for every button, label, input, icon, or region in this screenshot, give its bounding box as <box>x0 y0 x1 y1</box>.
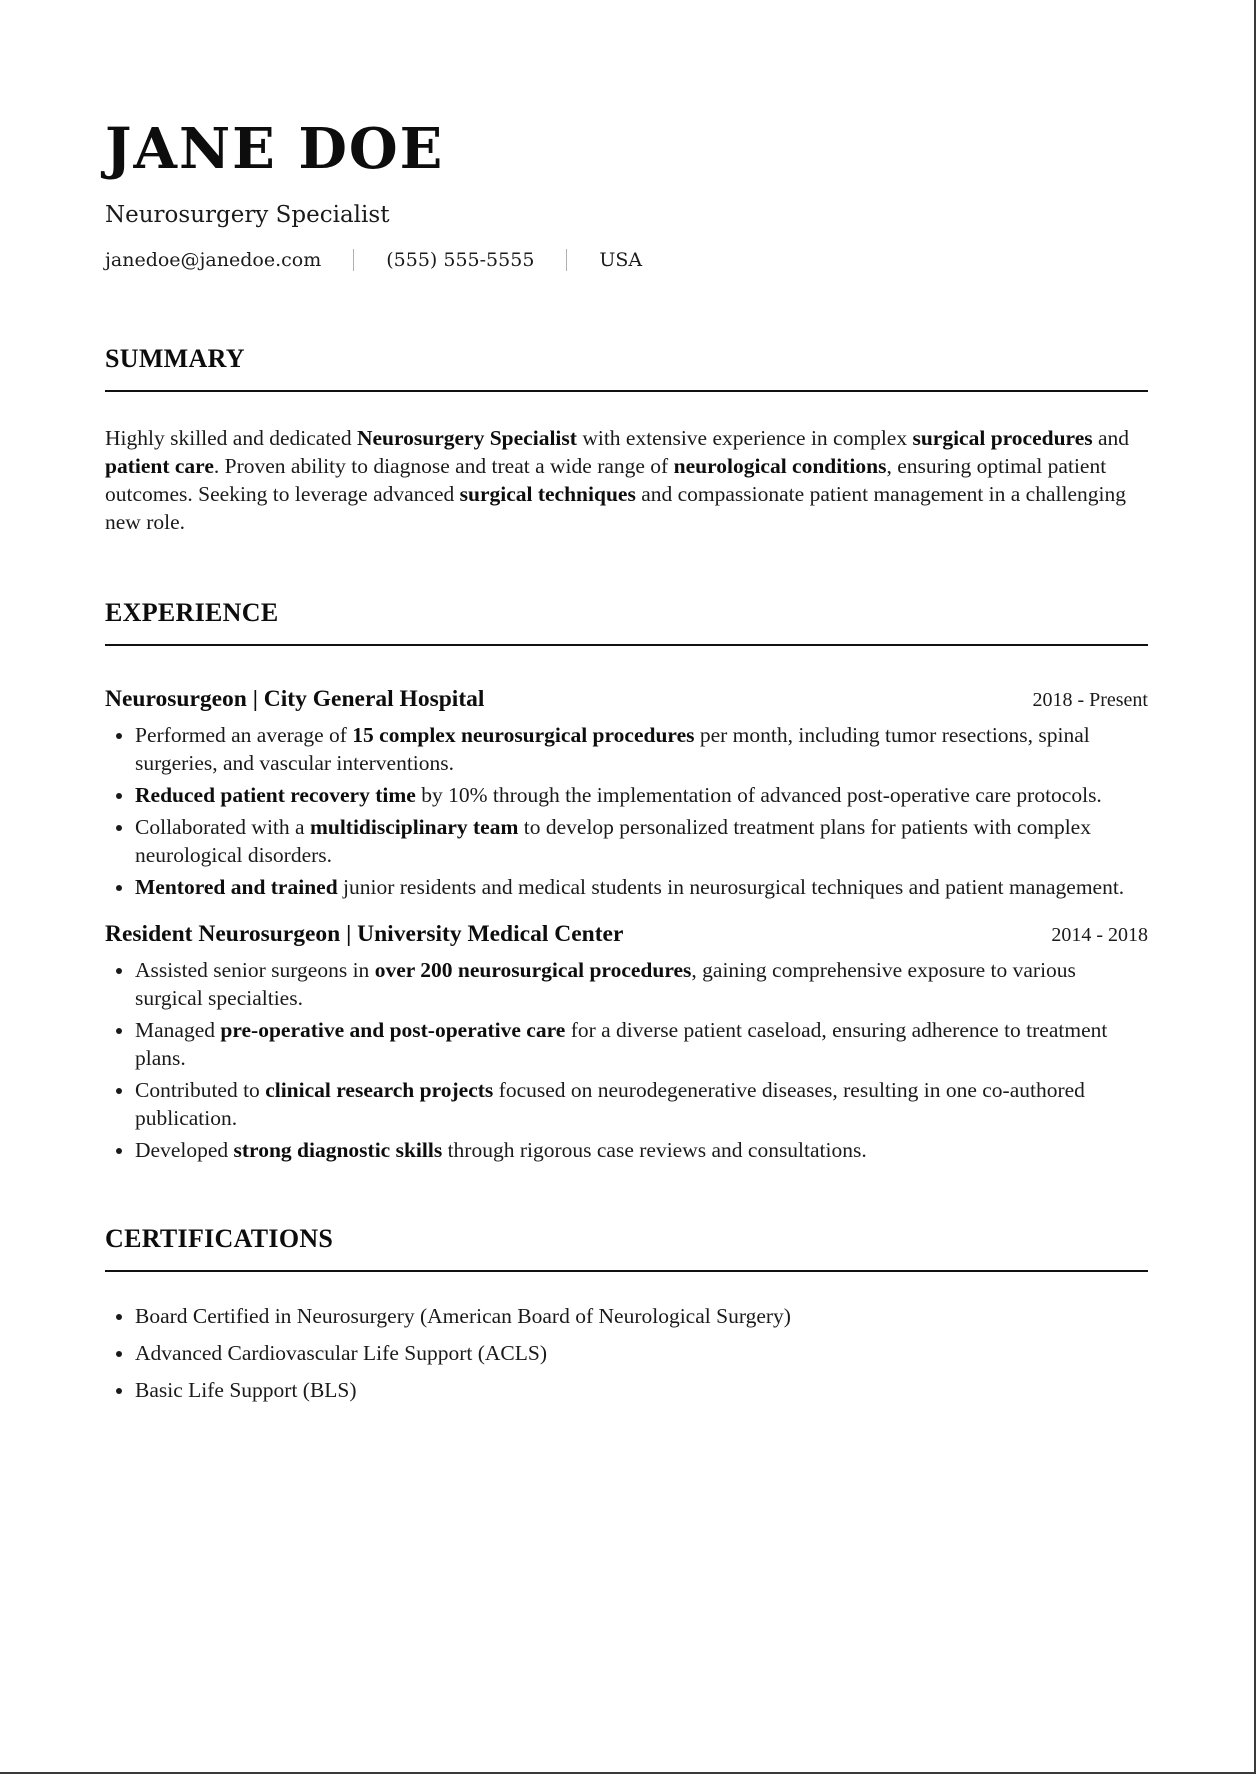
experience-section <box>105 596 1148 1164</box>
contact-divider <box>566 249 567 271</box>
body-text: and compassionate patient management in a challenging new role. <box>105 482 1126 534</box>
contact-email: janedoe@janedoe.com <box>105 249 322 271</box>
job-entry <box>105 684 1148 901</box>
certifications-section <box>105 1222 1148 1404</box>
contact-location: USA <box>599 249 643 271</box>
body-text: Performed an average of <box>135 723 353 747</box>
emphasis-text: over 200 neurosurgical procedures <box>374 958 692 982</box>
body-text: through rigorous case reviews and consultations. <box>442 1138 867 1162</box>
body-text: Highly skilled and dedicated <box>105 426 357 450</box>
certification-item: • Advanced Cardiovascular Life Support (ACLS) <box>135 1339 1148 1367</box>
job-bullet <box>135 813 1148 869</box>
job-bullet <box>135 1016 1148 1072</box>
emphasis-text: Reduced patient recovery time <box>135 783 416 807</box>
body-text: to develop personalized treatment plans for patients with complex neurological disorders. <box>135 815 1091 867</box>
body-text: , ensuring optimal patient outcomes. Seeking to leverage advanced <box>105 454 1107 506</box>
job-bullet <box>135 781 1148 809</box>
emphasis-text: surgical techniques <box>459 482 636 506</box>
summary-heading: SUMMARY <box>105 342 1148 392</box>
emphasis-text: clinical research projects <box>265 1078 494 1102</box>
body-text: by 10% through the implementation of advanced post-operative care protocols. <box>415 783 1102 807</box>
emphasis-text: surgical procedures <box>912 426 1093 450</box>
job-bullets <box>105 721 1148 901</box>
job-header <box>105 919 1148 950</box>
resume-header <box>105 112 1148 274</box>
job-dates: 2018 - Present <box>1032 689 1148 711</box>
body-text: focused on neurodegenerative diseases, resulting in one co-authored publication. <box>135 1078 1085 1130</box>
job-bullet <box>135 956 1148 1012</box>
body-text: Contributed to <box>135 1078 266 1102</box>
body-text: . Proven ability to diagnose and treat a wide range of <box>213 454 674 478</box>
job-bullet <box>135 721 1148 777</box>
certifications-heading: CERTIFICATIONS <box>105 1222 1148 1272</box>
job-title: Resident Neurosurgeon | University Medical Center <box>105 921 624 947</box>
job-entry <box>105 919 1148 1164</box>
job-bullets <box>105 956 1148 1164</box>
emphasis-text: neurological conditions <box>673 454 887 478</box>
body-text: Assisted senior surgeons in <box>135 958 375 982</box>
emphasis-text: pre-operative and post-operative care <box>220 1018 566 1042</box>
job-bullet <box>135 873 1148 901</box>
certification-item: • Board Certified in Neurosurgery (American Board of Neurological Surgery) <box>135 1302 1148 1330</box>
job-title: Neurosurgeon | City General Hospital <box>105 686 485 712</box>
experience-heading: EXPERIENCE <box>105 596 1148 646</box>
emphasis-text: 15 complex neurosurgical procedures <box>352 723 695 747</box>
emphasis-text: Neurosurgery Specialist <box>356 426 577 450</box>
body-text: for a diverse patient caseload, ensuring adherence to treatment plans. <box>135 1018 1108 1070</box>
contact-phone: (555) 555-5555 <box>386 249 535 271</box>
body-text: junior residents and medical students in neurosurgical techniques and patient management. <box>337 875 1125 899</box>
summary-section <box>105 342 1148 536</box>
contact-divider <box>353 249 354 271</box>
summary-text <box>105 424 1148 536</box>
job-bullet <box>135 1076 1148 1132</box>
certification-item: • Basic Life Support (BLS) <box>135 1376 1148 1404</box>
body-text: Developed <box>135 1138 234 1162</box>
body-text: Managed <box>135 1018 221 1042</box>
body-text: with extensive experience in complex <box>576 426 913 450</box>
body-text: , gaining comprehensive exposure to various surgical specialties. <box>135 958 1076 1010</box>
job-header <box>105 684 1148 715</box>
candidate-name: JANE DOE <box>105 116 445 182</box>
job-bullet <box>135 1136 1148 1164</box>
candidate-title: Neurosurgery Specialist <box>105 202 390 228</box>
job-dates: 2014 - 2018 <box>1051 924 1148 946</box>
contact-line <box>105 246 1148 274</box>
emphasis-text: strong diagnostic skills <box>233 1138 443 1162</box>
body-text: and <box>1092 426 1130 450</box>
emphasis-text: multidisciplinary team <box>309 815 519 839</box>
emphasis-text: patient care <box>105 454 214 478</box>
emphasis-text: Mentored and trained <box>135 875 338 899</box>
certifications-list <box>105 1302 1148 1404</box>
body-text: per month, including tumor resections, spinal surgeries, and vascular interventions. <box>135 723 1090 775</box>
body-text: Collaborated with a <box>135 815 310 839</box>
